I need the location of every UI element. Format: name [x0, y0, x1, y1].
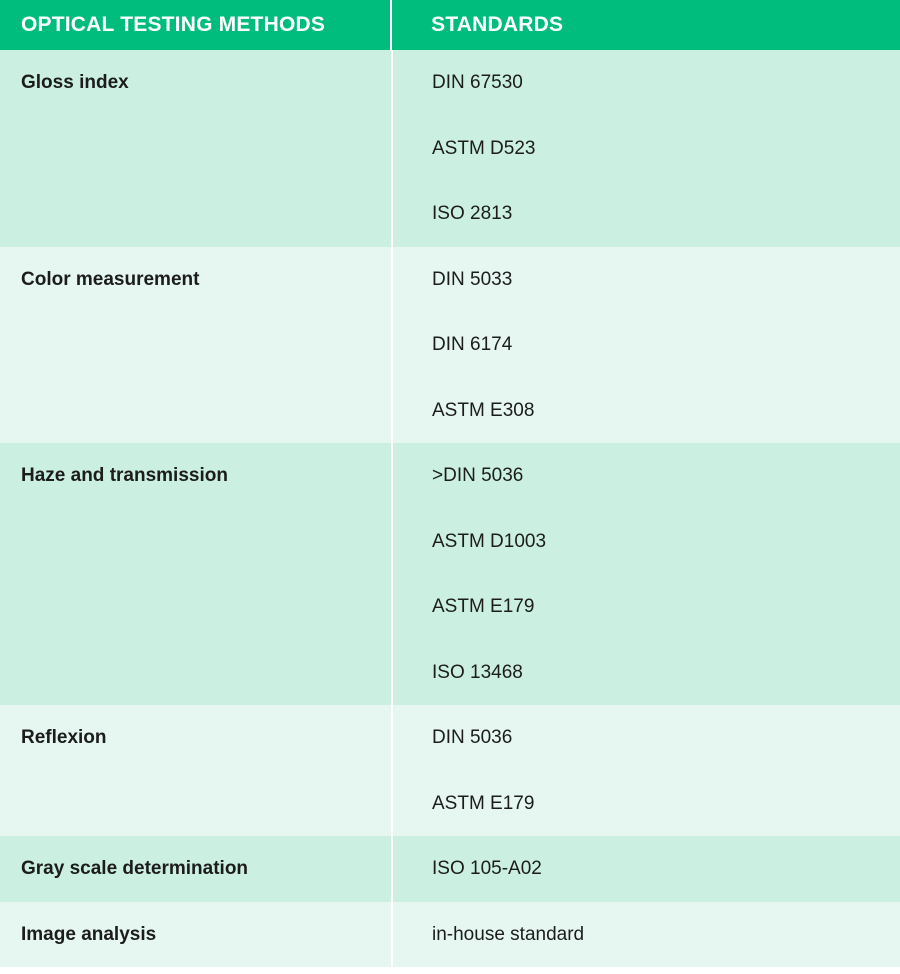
method-cell: Reflexion: [21, 727, 107, 748]
table-body: [0, 50, 900, 967]
table-header: [0, 0, 900, 50]
standards-cell: [393, 836, 900, 902]
table-row: [0, 705, 900, 836]
standard-item: DIN 67530: [432, 72, 523, 93]
method-cell: Color measurement: [21, 268, 200, 290]
table-row: [0, 836, 900, 902]
standard-item: ASTM E308: [432, 399, 535, 421]
standards-cell: [393, 443, 900, 705]
method-cell: Image analysis: [21, 923, 157, 945]
standard-item: ISO 2813: [432, 203, 513, 224]
header-standards: STANDARDS: [431, 13, 564, 36]
standard-item: ISO 13468: [432, 661, 523, 683]
header-methods: OPTICAL TESTING METHODS: [21, 13, 326, 36]
standards-cell: [393, 902, 900, 968]
table-row: [0, 902, 900, 968]
table-row: [0, 50, 900, 247]
standard-item: ASTM D1003: [432, 530, 547, 552]
method-cell: Haze and transmission: [21, 465, 228, 486]
standard-item: >DIN 5036: [432, 465, 524, 486]
method-cell: Gray scale determination: [21, 858, 249, 879]
standard-item: ISO 105-A02: [432, 858, 542, 879]
standards-cell: [393, 50, 900, 247]
standards-cell: [393, 705, 900, 836]
standard-item: ASTM D523: [432, 137, 536, 159]
standard-item: DIN 6174: [432, 334, 513, 355]
standards-cell: [393, 247, 900, 444]
table-row: [0, 443, 900, 705]
standard-item: ASTM E179: [432, 596, 535, 617]
standard-item: DIN 5036: [432, 727, 513, 748]
table-row: [0, 247, 900, 444]
standard-item: ASTM E179: [432, 792, 535, 814]
method-cell: Gloss index: [21, 72, 129, 93]
standard-item: DIN 5033: [432, 268, 513, 290]
standard-item: in-house standard: [432, 923, 585, 945]
